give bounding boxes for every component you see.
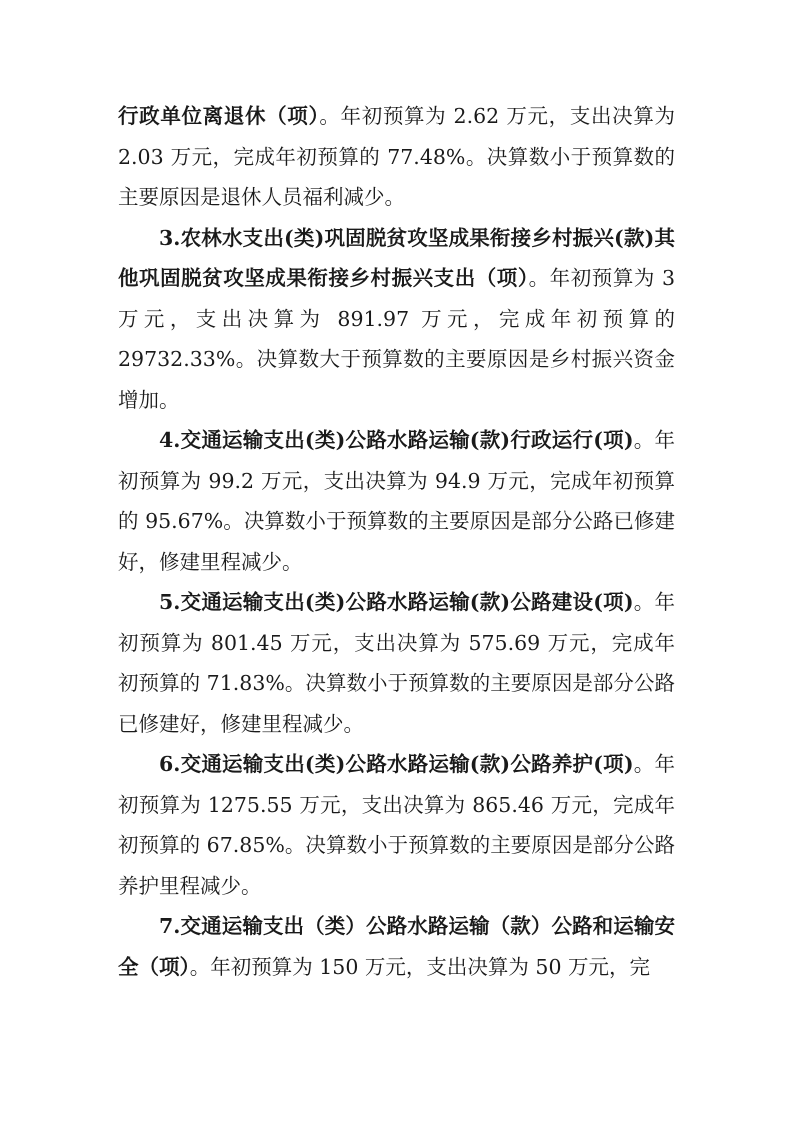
item-body: 。年初预算为 150 万元，支出决算为 50 万元，完 — [189, 954, 651, 979]
item-body: 。年初预算为 801.45 万元，支出决算为 575.69 万元，完成年初预算的 71.83%。决算数小于预算数的主要原因是部分公路已修建好，修建里程减少。 — [118, 590, 675, 736]
item-heading: 5.交通运输支出(类)公路水路运输(款)公路建设(项) — [159, 590, 634, 614]
paragraph-road-construction — [118, 582, 675, 744]
item-body: 。年初预算为 99.2 万元，支出决算为 94.9 万元，完成年初预算的 95.67%。决算数小于预算数的主要原因是部分公路已修建好，修建里程减少。 — [118, 428, 675, 574]
paragraph-administrative-operation — [118, 420, 675, 582]
item-heading: 3.农林水支出(类)巩固脱贫攻坚成果衔接乡村振兴(款)其他巩固脱贫攻坚成果衔接乡村振兴支出（项） — [118, 225, 675, 290]
item-body: 。年初预算为 3 万元，支出决算为 891.97 万元，完成年初预算的 29732.33%。决算数大于预算数的主要原因是乡村振兴资金增加。 — [118, 266, 676, 412]
document-page — [118, 96, 675, 987]
item-heading: 行政单位离退休（项） — [118, 104, 320, 128]
paragraph-transport-safety — [118, 906, 675, 987]
item-heading: 4.交通运输支出(类)公路水路运输(款)行政运行(项) — [159, 428, 634, 452]
item-heading: 7.交通运输支出（类）公路水路运输（款）公路和运输安全（项） — [118, 914, 675, 979]
item-body: 。年初预算为 1275.55 万元，支出决算为 865.46 万元，完成年初预算的 67.85%。决算数小于预算数的主要原因是部分公路养护里程减少。 — [118, 752, 675, 898]
item-heading: 6.交通运输支出(类)公路水路运输(款)公路养护(项) — [159, 752, 634, 776]
paragraph-road-maintenance — [118, 744, 675, 906]
paragraph-retirement — [118, 96, 675, 218]
paragraph-rural-revitalization — [118, 218, 675, 421]
item-body: 。年初预算为 2.62 万元，支出决算为 2.03 万元，完成年初预算的 77.48%。决算数小于预算数的主要原因是退休人员福利减少。 — [118, 104, 675, 209]
